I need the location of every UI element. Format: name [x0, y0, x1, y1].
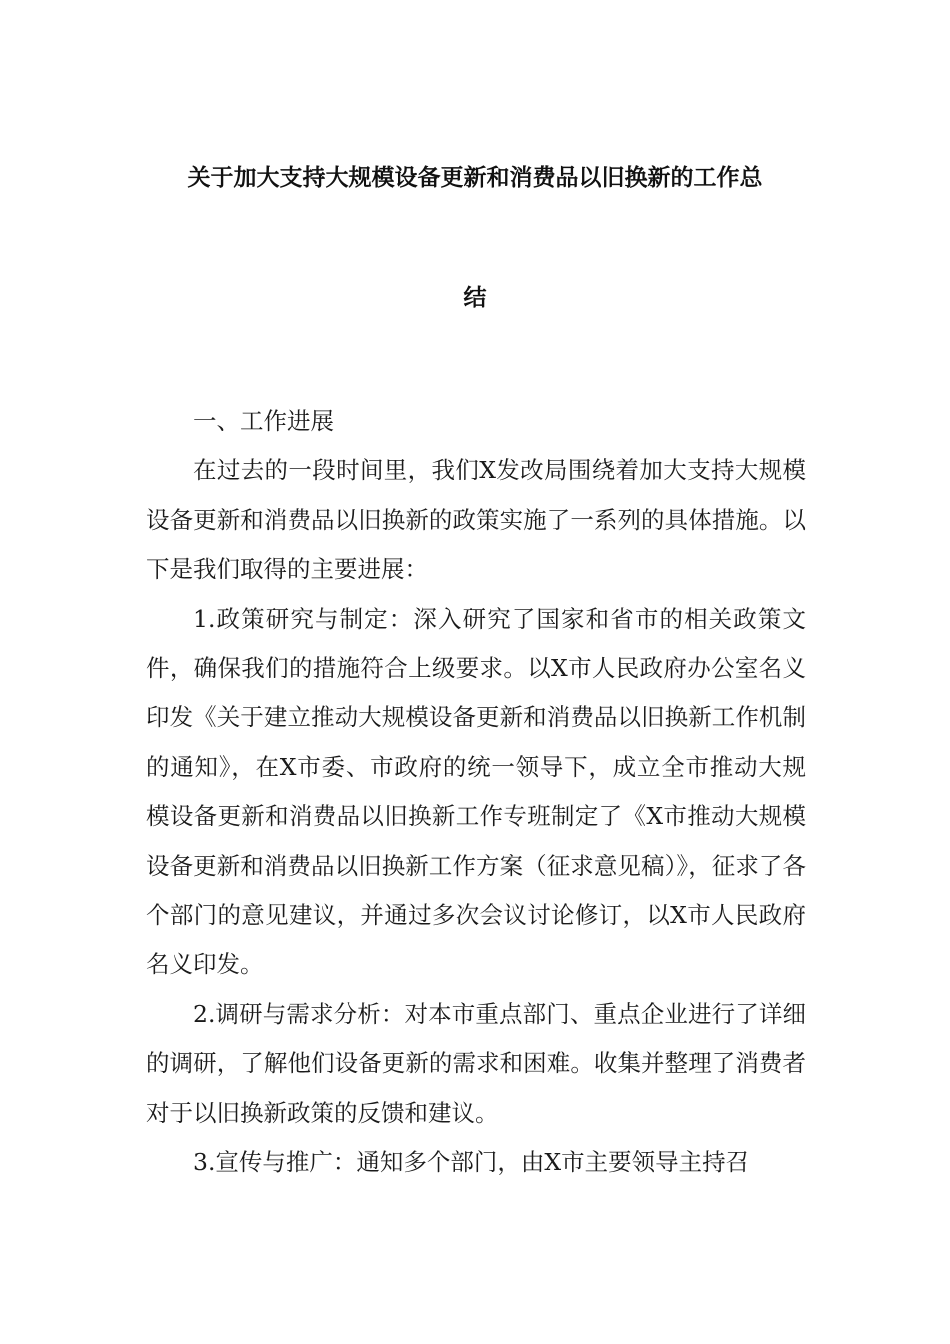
paragraph-item-2: 2.调研与需求分析：对本市重点部门、重点企业进行了详细的调研，了解他们设备更新的需求和困难。收集并整理了消费者对于以旧换新政策的反馈和建议。	[146, 999, 806, 1127]
paragraph-intro: 在过去的一段时间里，我们X发改局围绕着加大支持大规模设备更新和消费品以旧换新的政策实施了一系列的具体措施。以下是我们取得的主要进展：	[146, 456, 806, 584]
document-title-line-1: 关于加大支持大规模设备更新和消费品以旧换新的工作总	[187, 164, 763, 191]
paragraph-item-1: 1.政策研究与制定：深入研究了国家和省市的相关政策文件，确保我们的措施符合上级要求。以X市人民政府办公室名义印发《关于建立推动大规模设备更新和消费品以旧换新工作机制的通知》，在X市委、市政府的统一领导下，成立全市推动大规模设备更新和消费品以旧换新工作专班制定了《X市推动大规模设备更新和消费品以旧换新工作方案（征求意见稿）》，征求了各个部门的意见建议，并通过多次会议讨论修订，以X市人民政府名义印发。	[146, 604, 806, 979]
document-body	[146, 397, 806, 1188]
document-title-line-2: 结	[463, 284, 487, 311]
paragraph-item-3: 3.宣传与推广：通知多个部门，由X市主要领导主持召	[193, 1148, 750, 1177]
section-heading: 一、工作进展	[193, 407, 334, 435]
